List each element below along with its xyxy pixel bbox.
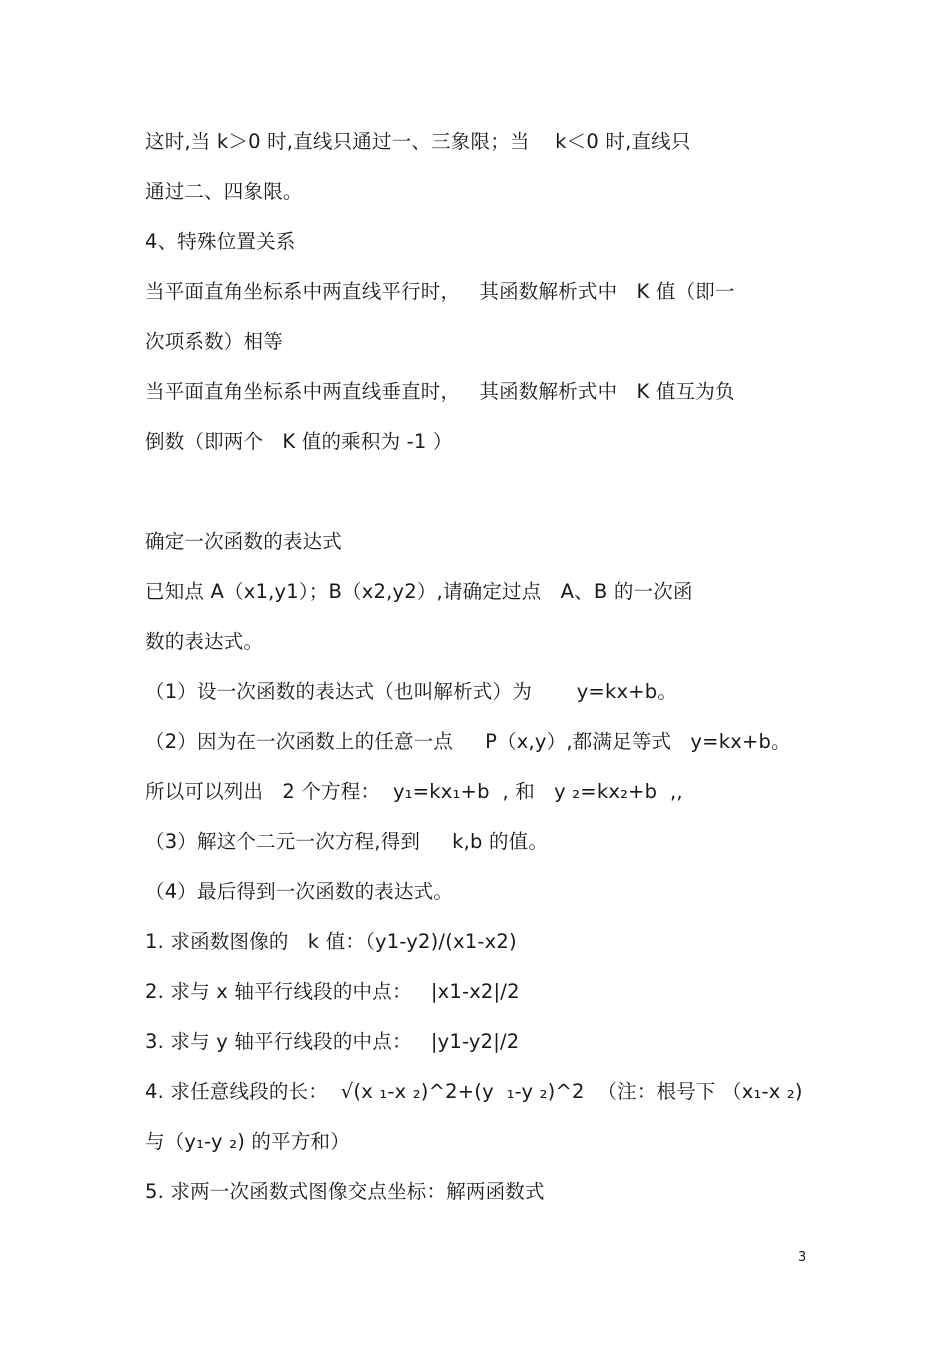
text-line-perpendicular-cont: 倒数（即两个 K 值的乘积为 -1 ） — [145, 430, 453, 453]
text-line-quadrant-rule-cont: 通过二、四象限。 — [145, 180, 303, 203]
text-line-quadrant-rule: 这时,当 k＞0 时,直线只通过一、三象限；当 k＜0 时,直线只 — [145, 130, 691, 153]
text-line-perpendicular: 当平面直角坐标系中两直线垂直时， 其函数解析式中 K 值互为负 — [145, 380, 735, 403]
section-heading-determine-expression: 确定一次函数的表达式 — [145, 530, 343, 553]
text-line-parallel: 当平面直角坐标系中两直线平行时， 其函数解析式中 K 值（即一 — [145, 280, 735, 303]
formula-item-4: 4. 求任意线段的长： √(x ₁-x ₂)^2+(y ₁-y ₂)^2 （注：根号下 （x₁-x ₂) — [145, 1080, 803, 1103]
formula-item-3: 3. 求与 y 轴平行线段的中点： |y1-y2|/2 — [145, 1030, 520, 1053]
formula-item-1: 1. 求函数图像的 k 值：（y1-y2)/(x1-x2) — [145, 930, 517, 953]
formula-item-4-cont: 与（y₁-y ₂) 的平方和） — [145, 1130, 350, 1153]
step-2-equations: 所以可以列出 2 个方程： y₁=kx₁+b , 和 y ₂=kx₂+b ,, — [145, 780, 683, 803]
text-line-given-points: 已知点 A（x1,y1）；B（x2,y2）,请确定过点 A、B 的一次函 — [145, 580, 693, 603]
text-line-given-points-cont: 数的表达式。 — [145, 630, 264, 653]
step-3: （3）解这个二元一次方程,得到 k,b 的值。 — [145, 830, 549, 853]
text-line-parallel-cont: 次项系数）相等 — [145, 330, 283, 353]
step-1: （1）设一次函数的表达式（也叫解析式）为 y=kx+b。 — [145, 680, 678, 703]
step-4: （4）最后得到一次函数的表达式。 — [145, 880, 454, 903]
page-number: 3 — [798, 1250, 807, 1265]
formula-item-2: 2. 求与 x 轴平行线段的中点： |x1-x2|/2 — [145, 980, 520, 1003]
step-2: （2）因为在一次函数上的任意一点 P（x,y）,都满足等式 y=kx+b。 — [145, 730, 791, 753]
section-heading-special-position: 4、特殊位置关系 — [145, 230, 296, 253]
formula-item-5: 5. 求两一次函数式图像交点坐标：解两函数式 — [145, 1180, 545, 1203]
